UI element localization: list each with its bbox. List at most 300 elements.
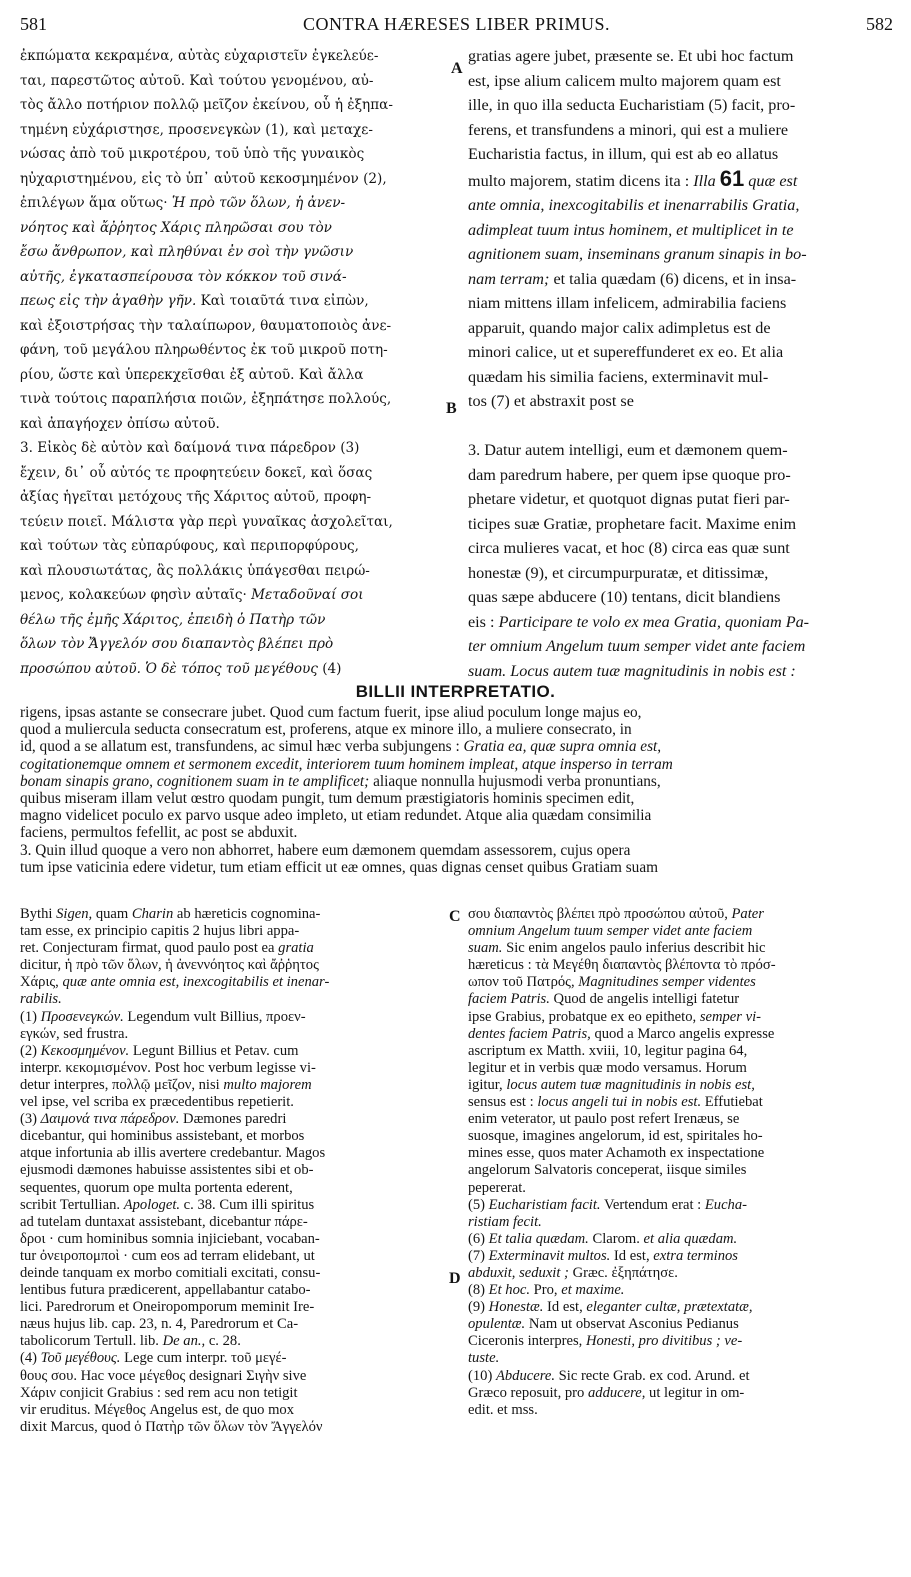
note-line bbox=[468, 1333, 898, 1350]
italic-text: νόητος καὶ ἄῤῥητος Χάρις πληρῶσαι σου τὸν bbox=[20, 219, 332, 236]
text-run: quam bbox=[92, 906, 132, 922]
italic-text: cogitationemque omnem et sermonem excedit, interiorem tuum hominem impleat, atque insperso in terram bbox=[20, 755, 673, 773]
note-line bbox=[20, 1402, 450, 1419]
latin-line bbox=[468, 365, 896, 390]
italic-text: Participare te volo ex mea Gratia, quoniam Pa- bbox=[498, 612, 810, 631]
italic-text: Abducere. bbox=[495, 1367, 555, 1384]
text-run: c. 38. Cum illi spiritus bbox=[180, 1196, 315, 1213]
billii-line bbox=[20, 842, 896, 859]
italic-text: et alia quædam. bbox=[643, 1230, 738, 1247]
italic-text: Honesti, pro divitibus ; ve- bbox=[585, 1333, 743, 1350]
footnotes-right-column bbox=[468, 906, 898, 1419]
text-run: quædam his similia faciens, exterminavit mul- bbox=[468, 367, 769, 386]
note-line bbox=[468, 1060, 898, 1077]
greek-line bbox=[20, 485, 452, 510]
italic-text: Ὁ δὲ τόπος τοῦ μεγέθους bbox=[145, 660, 318, 677]
note-line bbox=[20, 1368, 450, 1385]
text-run: tos (7) et abstraxit post se bbox=[468, 392, 634, 410]
text-run: legitur et in verbis quæ modo versamus. Horum bbox=[468, 1059, 747, 1076]
latin-line bbox=[468, 585, 896, 610]
text-run: (6) bbox=[468, 1230, 489, 1247]
italic-text: Προσενεγκών. bbox=[40, 1008, 124, 1025]
note-line bbox=[468, 991, 898, 1008]
italic-text: ἔσω ἄνθρωπον, καὶ πληθύναι ἐν σοὶ τὴν γνῶσιν bbox=[20, 244, 354, 260]
greek-line bbox=[20, 387, 452, 412]
text-run: (7) bbox=[468, 1247, 489, 1264]
text-run: ut legitur in om- bbox=[645, 1384, 745, 1401]
italic-text: Apologet. bbox=[123, 1196, 181, 1213]
note-line bbox=[20, 1299, 450, 1316]
text-run: (8) bbox=[468, 1282, 489, 1299]
italic-text: omnium Angelum tuum semper videt ante faciem bbox=[468, 923, 753, 940]
italic-text: bonam sinapis grano, cognitionem suam in te amplificet; bbox=[20, 772, 370, 790]
text-run: id, quod a se allatum est, transfundens, ac simul hæc verba subjungens : bbox=[20, 738, 464, 756]
italic-text: et maxime. bbox=[561, 1282, 625, 1299]
note-line bbox=[468, 1094, 898, 1111]
note-line bbox=[468, 923, 898, 940]
text-run: honestæ (9), et circumpurpuratæ, et ditissimæ, bbox=[468, 563, 769, 582]
note-line bbox=[20, 1162, 450, 1179]
margin-letter-b: B bbox=[446, 400, 457, 417]
text-run: quod a Marco angelis expresse bbox=[590, 1025, 775, 1042]
text-run: dam paredrum habere, per quem ipse quoque pro- bbox=[468, 465, 791, 484]
note-line bbox=[468, 1231, 898, 1248]
text-run: rigens, ipsas astante se consecrare jubet. Quod cum factum fuerit, ipse aliud poculum longe majus eo, bbox=[20, 704, 642, 721]
note-line bbox=[20, 1009, 450, 1026]
text-run: (3) bbox=[20, 1111, 41, 1128]
text-run: sequentes, quorum ope multa portenta ederent, bbox=[20, 1179, 293, 1196]
latin-line bbox=[468, 512, 896, 537]
italic-text: αὐτῆς, ἐγκατασπείρουσα τὸν κόκκον τοῦ σινά- bbox=[20, 268, 347, 285]
text-run: interpr. κεκομισμένον. Post hoc verbum legisse vi- bbox=[20, 1059, 316, 1076]
text-run: tam esse, ex principio capitis 2 hujus libri appa- bbox=[20, 923, 300, 940]
latin-line bbox=[468, 44, 896, 69]
italic-text: quæ est bbox=[744, 171, 798, 190]
text-run: pepererat. bbox=[468, 1179, 526, 1196]
text-run: apparuit, quando major calix adimpletus est de bbox=[468, 318, 771, 337]
margin-letter-c: C bbox=[449, 908, 461, 925]
text-run: Καὶ τοιαῦτά τινα εἰπὼν, bbox=[196, 293, 369, 309]
greek-line bbox=[20, 240, 452, 265]
text-run: minori calice, ut et supereffunderet ex eo. Et alia bbox=[468, 343, 784, 361]
text-run: Clarom. bbox=[588, 1230, 644, 1247]
italic-text: ante omnia, inexcogitabilis et inenarrabilis Gratia, bbox=[468, 196, 800, 214]
italic-text: Exterminavit multos. bbox=[488, 1247, 611, 1264]
text-run: ηὐχαριστημένου, εἰς τὸ ὑπ᾽ αὐτοῦ κεκοσμημένον (2), bbox=[20, 170, 387, 187]
note-line bbox=[468, 1402, 898, 1419]
text-run: dixit Marcus, quod ὁ Πατὴρ τῶν ὅλων τὸν Ἄγγελόν bbox=[20, 1418, 323, 1435]
text-run: aliaque nonnulla hujusmodi verba pronuntians, bbox=[369, 772, 661, 790]
italic-text: opulentæ. bbox=[468, 1316, 526, 1333]
text-run: ab hæreticis cognomina- bbox=[173, 906, 321, 922]
greek-line bbox=[20, 289, 452, 314]
text-run: (10) bbox=[468, 1367, 496, 1384]
note-line bbox=[468, 1265, 898, 1282]
billii-line bbox=[20, 721, 896, 738]
note-line bbox=[20, 1145, 450, 1162]
italic-text: eleganter cultæ, prætextatæ, bbox=[586, 1299, 753, 1316]
note-line bbox=[468, 906, 898, 923]
greek-line bbox=[20, 44, 452, 69]
italic-text: προσώπου αὐτοῦ. bbox=[20, 660, 141, 677]
text-run: (5) bbox=[468, 1196, 489, 1213]
greek-line bbox=[20, 265, 452, 290]
text-run: σου διαπαντὸς βλέπει πρὸ προσώπου αὐτοῦ, bbox=[468, 906, 732, 922]
greek-line bbox=[20, 657, 452, 682]
latin-line bbox=[468, 142, 896, 167]
text-run: lici. Paredrorum et Oneiropomporum meminit Ire- bbox=[20, 1299, 315, 1316]
margin-letter-d: D bbox=[449, 1270, 461, 1287]
note-line bbox=[468, 1162, 898, 1179]
italic-text: Eucharistiam facit. bbox=[488, 1196, 601, 1213]
text-run: Legendum vult Billius, προεν- bbox=[123, 1008, 306, 1025]
text-run: et talia quædam (6) dicens, et in insa- bbox=[549, 269, 797, 288]
text-run: (2) bbox=[20, 1042, 41, 1059]
text-run: ἔχειν, δι᾽ οὗ αὐτός τε προφητεύειν δοκεῖ, καὶ ὅσας bbox=[20, 464, 373, 481]
greek-line bbox=[20, 118, 452, 143]
text-run: deinde tanquam ex morbo comitiali excitati, consu- bbox=[20, 1264, 321, 1281]
note-line bbox=[468, 1368, 898, 1385]
page-number-left: 581 bbox=[20, 14, 47, 34]
italic-text: Pater bbox=[731, 906, 764, 922]
note-line bbox=[468, 1009, 898, 1026]
text-run: ferens, et transfundens a minori, qui est a muliere bbox=[468, 120, 789, 139]
greek-line bbox=[20, 191, 452, 216]
text-run: Dæmones paredri bbox=[179, 1111, 287, 1128]
text-run: καὶ ἐξοιστρήσας τὴν ταλαίπωρον, θαυματοποιὸς ἀνε- bbox=[20, 317, 392, 334]
latin-text-column bbox=[468, 44, 896, 683]
latin-line bbox=[468, 414, 896, 439]
note-line bbox=[468, 1026, 898, 1043]
italic-text: adducere, bbox=[587, 1384, 646, 1401]
text-run: 3. Quin illud quoque a vero non abhorret, habere eum dæmonem quemdam assessorem, cujus opera bbox=[20, 841, 631, 859]
note-line bbox=[20, 1214, 450, 1231]
text-run: gratias agere jubet, præsente se. Et ubi hoc factum bbox=[468, 47, 794, 65]
latin-line bbox=[468, 167, 896, 194]
text-run: tur ὀνειροπομποὶ · cum eos ad terram elidebant, ut bbox=[20, 1247, 315, 1264]
text-run: 3. Εἰκὸς δὲ αὐτὸν καὶ δαίμονά τινα πάρεδρον (3) bbox=[20, 440, 360, 456]
note-line bbox=[468, 1180, 898, 1197]
note-line bbox=[20, 1248, 450, 1265]
latin-line bbox=[468, 218, 896, 243]
note-line bbox=[468, 1197, 898, 1214]
latin-line bbox=[468, 69, 896, 94]
text-run: eis : bbox=[468, 612, 499, 631]
text-run: suosque, imagines angelorum, id est, spiritales ho- bbox=[468, 1128, 763, 1145]
text-run: (4) bbox=[20, 1350, 41, 1367]
italic-text: Ἡ πρὸ τῶν ὅλων, ἡ ἀνεν- bbox=[171, 195, 346, 211]
greek-line bbox=[20, 632, 452, 657]
text-run: lentibus futura prædicerent, appellabantur catabo- bbox=[20, 1282, 311, 1299]
text-run: faciens, permultos fefellit, ac post se abduxit. bbox=[20, 824, 298, 842]
latin-line bbox=[468, 487, 896, 512]
note-line bbox=[20, 1265, 450, 1282]
text-run: magno videlicet poculo ex parvo usque adeo impleto, ut etiam redundet. Atque alia quædam consimilia bbox=[20, 807, 652, 825]
text-run: ipse Grabius, probatque ex eo epitheto, bbox=[468, 1008, 700, 1025]
italic-text: gratia bbox=[278, 940, 314, 957]
text-run: phetare videtur, et quotquot dignas putat fieri par- bbox=[468, 490, 790, 508]
text-run: ται, παρεστῶτος αὐτοῦ. Καὶ τούτου γενομένου, αὐ- bbox=[20, 72, 374, 89]
greek-line bbox=[20, 583, 452, 608]
text-run: ad tutelam duntaxat assistebant, dicebantur πάρε- bbox=[20, 1213, 308, 1230]
text-run: ἀξίας ἡγεῖται μετόχους τῆς Χάριτος αὐτοῦ, προφη- bbox=[20, 489, 372, 505]
italic-text: semper vi- bbox=[699, 1008, 762, 1025]
italic-text: dentes faciem Patris, bbox=[468, 1025, 591, 1042]
latin-line bbox=[468, 463, 896, 488]
text-run: dicitur, ἡ πρὸ τῶν ὅλων, ἡ ἀνεννόητος καὶ ἄῤῥητος bbox=[20, 957, 319, 974]
greek-line bbox=[20, 338, 452, 363]
billii-line bbox=[20, 859, 896, 876]
latin-line bbox=[468, 610, 896, 635]
text-run: ἐκπώματα κεκραμένα, αὐτὰς εὐχαριστεῖν ἐγκελεύε- bbox=[20, 48, 379, 64]
italic-text: locus autem tuæ magnitudinis in nobis est, bbox=[506, 1076, 755, 1093]
italic-text: ter omnium Angelum tuum semper videt ante faciem bbox=[468, 637, 806, 655]
note-line bbox=[20, 923, 450, 940]
italic-text: Honestæ. bbox=[488, 1299, 544, 1316]
note-line bbox=[20, 1180, 450, 1197]
text-run: tum ipse vaticinia edere videtur, tum etiam efficit ut eæ omnes, quas dignas censet quibus Gratiam suam bbox=[20, 858, 659, 876]
italic-text: θέλω τῆς ἐμῆς Χάριτος, ἐπειδὴ ὁ Πατὴρ τῶν bbox=[20, 611, 326, 628]
note-line bbox=[468, 1043, 898, 1060]
note-line bbox=[468, 1316, 898, 1333]
note-line bbox=[468, 1214, 898, 1231]
note-line bbox=[468, 940, 898, 957]
text-run: igitur, bbox=[468, 1076, 507, 1093]
text-run: enim veterator, ut paulo post refert Irenæus, se bbox=[468, 1111, 740, 1128]
text-run: τινὰ τούτοις παραπλήσια ποιῶν, ἐξηπάτησε πολλούς, bbox=[20, 391, 392, 407]
note-line bbox=[20, 1350, 450, 1367]
text-run: τεύειν ποιεῖ. Μάλιστα γὰρ περὶ γυναῖκας ἀσχολεῖται, bbox=[20, 513, 393, 530]
italic-text: Charin bbox=[131, 906, 174, 922]
note-line bbox=[20, 1128, 450, 1145]
note-line bbox=[20, 957, 450, 974]
latin-line bbox=[468, 267, 896, 292]
note-line bbox=[20, 906, 450, 923]
note-line bbox=[20, 1316, 450, 1333]
running-header bbox=[20, 14, 893, 38]
note-line bbox=[20, 1043, 450, 1060]
latin-line bbox=[468, 340, 896, 365]
latin-line bbox=[468, 291, 896, 316]
latin-line bbox=[468, 242, 896, 267]
billii-line bbox=[20, 773, 896, 790]
note-line bbox=[20, 1060, 450, 1077]
text-run: dicebantur, qui hominibus assistebant, et morbos bbox=[20, 1128, 305, 1145]
note-line bbox=[20, 1419, 450, 1436]
italic-text: extra terminos bbox=[653, 1247, 738, 1264]
text-run: sensus est : bbox=[468, 1094, 538, 1111]
latin-line bbox=[468, 659, 896, 684]
text-run: quas sæpe abducere (10) tentans, dicit blandiens bbox=[468, 588, 781, 606]
text-run: ascriptum ex Matth. xviii, 10, legitur pagina 64, bbox=[468, 1042, 748, 1059]
note-line bbox=[468, 1282, 898, 1299]
text-run: Ciceronis interpres, bbox=[468, 1333, 586, 1350]
latin-line bbox=[468, 93, 896, 118]
note-line bbox=[468, 1248, 898, 1265]
note-line bbox=[20, 1197, 450, 1214]
text-run: Græco reposuit, pro bbox=[468, 1384, 588, 1401]
note-line bbox=[20, 1111, 450, 1128]
greek-line bbox=[20, 93, 452, 118]
column-number: 61 bbox=[719, 166, 745, 191]
greek-line bbox=[20, 363, 452, 388]
text-run: ρίου, ὥστε καὶ ὑπερεκχεῖσθαι ἐξ αὐτοῦ. Καὶ ἄλλα bbox=[20, 366, 364, 383]
greek-line bbox=[20, 461, 452, 486]
italic-text: Gratia ea, quæ supra omnia est, bbox=[463, 738, 662, 756]
text-run: multo majorem, statim dicens ita : bbox=[468, 171, 694, 190]
text-run: Græc. ἐξηπάτησε. bbox=[568, 1264, 678, 1281]
italic-text: Κεκοσμημένον. bbox=[40, 1042, 130, 1059]
text-run: est, ipse alium calicem multo majorem quam est bbox=[468, 71, 781, 90]
italic-text: nam terram; bbox=[468, 269, 550, 288]
text-run: Sic recte Grab. ex cod. Arund. et bbox=[555, 1367, 750, 1384]
latin-line bbox=[468, 118, 896, 143]
text-run: θους σου. Hac voce μέγεθος designari Σιγὴν sive bbox=[20, 1367, 307, 1384]
note-line bbox=[20, 1094, 450, 1111]
text-run: Χάριν conjicit Grabius : sed rem acu non tetigit bbox=[20, 1384, 298, 1401]
text-run: Sic enim angelos paulo inferius describit hic bbox=[502, 940, 766, 957]
italic-text: adimpleat tuum intus hominem, et multiplicet in te bbox=[468, 220, 794, 239]
greek-line bbox=[20, 510, 452, 535]
latin-line bbox=[468, 536, 896, 561]
greek-line bbox=[20, 559, 452, 584]
text-run: Eucharistia factus, in illum, qui est ab eo allatus bbox=[468, 145, 779, 163]
running-title: CONTRA HÆRESES LIBER PRIMUS. bbox=[302, 14, 611, 34]
italic-text: Et hoc. bbox=[488, 1282, 531, 1299]
text-run: ille, in quo illa seducta Eucharistiam (5) facit, pro- bbox=[468, 96, 796, 114]
text-run: καὶ πλουσιωτάτας, ἃς πολλάκις ὑπάγεσθαι πειρώ- bbox=[20, 562, 370, 579]
greek-line bbox=[20, 216, 452, 241]
billii-line bbox=[20, 807, 896, 824]
text-run: εγκών, sed frustra. bbox=[20, 1025, 129, 1042]
note-line bbox=[20, 940, 450, 957]
italic-text: De an., bbox=[162, 1333, 206, 1350]
text-run: Id est, bbox=[610, 1247, 654, 1264]
italic-text: Magnitudines semper videntes bbox=[578, 974, 756, 991]
note-line bbox=[468, 1077, 898, 1094]
text-run: Quod de angelis intelligi fatetur bbox=[549, 991, 740, 1008]
note-line bbox=[468, 1111, 898, 1128]
text-run: καὶ ἀπαγήοχεν ὀπίσω αὐτοῦ. bbox=[20, 415, 220, 432]
text-run: τὸς ἄλλο ποτήριον πολλῷ μεῖζον ἐκείνου, οὗ ἡ ἐξηπα- bbox=[20, 97, 393, 113]
italic-text: Μεταδοῦναί σοι bbox=[251, 587, 364, 603]
greek-line bbox=[20, 314, 452, 339]
text-run: φάνη, τοῦ μεγάλου πληρωθέντος ἐκ τοῦ μικροῦ ποτη- bbox=[20, 342, 388, 358]
greek-line bbox=[20, 608, 452, 633]
text-run: Id est, bbox=[543, 1299, 587, 1316]
text-run: quod a muliercula seducta consecratum est, proferens, atque ex minore illo, a muliere consecrato, in bbox=[20, 721, 632, 739]
margin-letter-a: A bbox=[451, 60, 463, 77]
text-run: angelorum Salvatoris conceperat, iisque similes bbox=[468, 1162, 747, 1179]
italic-text: tuste. bbox=[468, 1350, 500, 1367]
italic-text: πεως εἰς τὴν ἀγαθὴν γῆν. bbox=[20, 293, 197, 309]
italic-text: suam. bbox=[468, 940, 503, 957]
billii-line bbox=[20, 704, 896, 721]
italic-text: Illa bbox=[693, 171, 720, 190]
italic-text: ὅλων τὸν Ἄγγελόν σου διαπαντὸς βλέπει πρὸ bbox=[20, 636, 334, 652]
italic-text: Sigen, bbox=[56, 906, 93, 922]
italic-text: Τοῦ μεγέθους. bbox=[40, 1350, 121, 1367]
greek-line bbox=[20, 534, 452, 559]
italic-text: Δαιμονά τινα πάρεδρον. bbox=[40, 1111, 180, 1128]
italic-text: agnitionem suam, inseminans granum sinapis in bo- bbox=[468, 245, 807, 263]
greek-line bbox=[20, 69, 452, 94]
latin-line bbox=[468, 389, 896, 414]
text-run: ωπον τοῦ Πατρός, bbox=[468, 974, 579, 991]
text-run: quibus miseram illam velut œstro quodam pungit, tum demum præstigiatoris hominis specimen edit, bbox=[20, 790, 635, 808]
text-run: Effutiebat bbox=[701, 1094, 763, 1111]
text-run: ticipes suæ Gratiæ, prophetare facit. Maxime enim bbox=[468, 514, 797, 533]
note-line bbox=[20, 1026, 450, 1043]
text-run: Χάρις, bbox=[20, 974, 63, 991]
latin-line bbox=[468, 438, 896, 463]
note-line bbox=[20, 991, 450, 1008]
text-run: μενος, κολακεύων φησὶν αὐταῖς· bbox=[20, 587, 252, 603]
text-run: (4) bbox=[317, 660, 342, 677]
text-run: Bythi bbox=[20, 906, 57, 922]
note-line bbox=[20, 1385, 450, 1402]
italic-text: Et talia quædam. bbox=[488, 1230, 589, 1247]
billii-interpretation bbox=[20, 704, 896, 876]
section-heading: BILLII INTERPRETATIO. bbox=[355, 682, 556, 701]
text-run: δροι · cum hominibus somnia injiciebant, vocaban- bbox=[20, 1230, 320, 1247]
text-run: niam mittens illam infelicem, admirabilia faciens bbox=[468, 294, 787, 312]
note-line bbox=[468, 1128, 898, 1145]
text-run: tabolicorum Tertull. lib. bbox=[20, 1333, 163, 1350]
italic-text: ristiam fecit. bbox=[468, 1213, 542, 1230]
latin-line bbox=[468, 316, 896, 341]
text-run: mines esse, quos mater Achamoth ex inspectatione bbox=[468, 1145, 765, 1162]
greek-line bbox=[20, 142, 452, 167]
text-run: τημένη εὐχάριστησε, προσενεγκὼν (1), καὶ μεταχε- bbox=[20, 121, 373, 138]
note-line bbox=[468, 1145, 898, 1162]
note-line bbox=[20, 1077, 450, 1094]
text-run: ret. Conjecturam firmat, quod paulo post ea bbox=[20, 940, 279, 957]
note-line bbox=[20, 974, 450, 991]
italic-text: faciem Patris. bbox=[468, 991, 550, 1008]
text-run: Vertendum erat : bbox=[600, 1196, 705, 1213]
text-run: ejusmodi dæmones habuisse assistentes sibi et ob- bbox=[20, 1162, 314, 1179]
text-run: Pro, bbox=[530, 1282, 562, 1299]
latin-line bbox=[468, 634, 896, 659]
text-run: νώσας ἀπὸ τοῦ μικροτέρου, τοῦ ὑπὸ τῆς γυναικὸς bbox=[20, 146, 365, 162]
latin-line bbox=[468, 193, 896, 218]
billii-line bbox=[20, 790, 896, 807]
note-line bbox=[468, 1350, 898, 1367]
text-run: hæreticus : τὰ Μεγέθη διαπαντὸς βλέποντα τὸ πρόσ- bbox=[468, 957, 776, 974]
billii-line bbox=[20, 738, 896, 755]
text-run: ἐπιλέγων ἅμα οὕτως· bbox=[20, 195, 172, 211]
text-run: (1) bbox=[20, 1008, 41, 1025]
text-run: edit. et mss. bbox=[468, 1401, 538, 1418]
text-run: circa mulieres vacat, et hoc (8) circa eas quæ sunt bbox=[468, 539, 790, 557]
text-run: καὶ τούτων τὰς εὐπαρύφους, καὶ περιπορφύρους, bbox=[20, 538, 359, 554]
billii-line bbox=[20, 756, 896, 773]
note-line bbox=[20, 1231, 450, 1248]
italic-text: Eucha- bbox=[704, 1196, 748, 1213]
note-line bbox=[20, 1282, 450, 1299]
text-run: Nam ut observat Asconius Pedianus bbox=[525, 1316, 739, 1333]
text-run: atque infortunia ab illis avertere credebantur. Magos bbox=[20, 1145, 326, 1162]
greek-line bbox=[20, 412, 452, 437]
page-number-right: 582 bbox=[866, 14, 893, 34]
italic-text: rabilis. bbox=[20, 991, 62, 1008]
text-run: detur interpres, πολλῷ μεῖζον, nisi bbox=[20, 1076, 224, 1093]
latin-line bbox=[468, 561, 896, 586]
greek-text-column bbox=[20, 44, 452, 681]
italic-text: abduxit, seduxit ; bbox=[468, 1264, 569, 1281]
text-run: vel ipse, vel scriba ex præcedentibus repetierit. bbox=[20, 1094, 294, 1111]
